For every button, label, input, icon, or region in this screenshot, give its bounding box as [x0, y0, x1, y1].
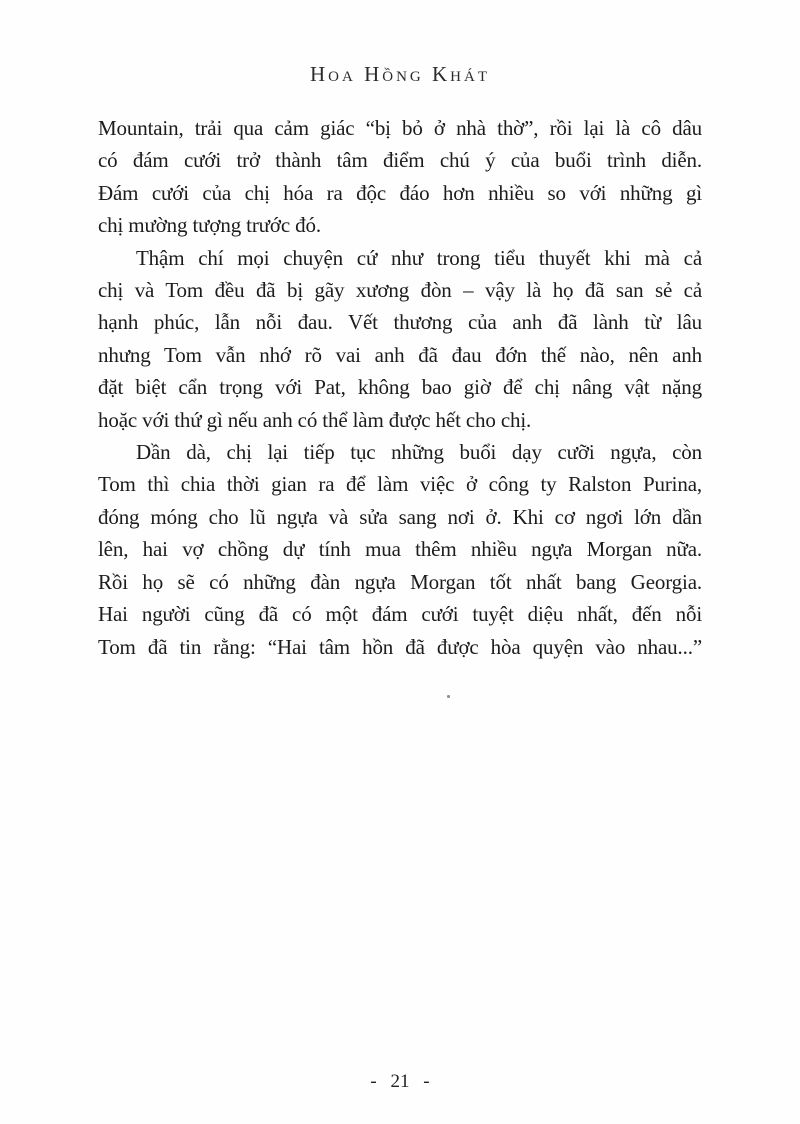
text-line: Rồi họ sẽ có những đàn ngựa Morgan tốt nhất bang Georgia. — [98, 569, 702, 594]
text-line: Dần dà, chị lại tiếp tục những buổi dạy cưỡi ngựa, còn — [136, 440, 702, 465]
text-line: Mountain, trải qua cảm giác “bị bỏ ở nhà thờ”, rồi lại là cô dâu — [98, 116, 702, 140]
text-line: hạnh phúc, lẫn nỗi đau. Vết thương của anh đã lành từ lâu — [98, 310, 702, 335]
text-block — [98, 112, 702, 663]
text-line: Tom thì chia thời gian ra để làm việc ở công ty Ralston Purina, — [98, 472, 702, 497]
text-line: lên, hai vợ chồng dự tính mua thêm nhiều ngựa Morgan nữa. — [98, 537, 702, 562]
text-line: nhưng Tom vẫn nhớ rõ vai anh đã đau đớn thế nào, nên anh — [98, 342, 702, 367]
text-line: Đám cưới của chị hóa ra độc đáo hơn nhiều so với những gì — [98, 180, 702, 205]
page-number: - 21 - — [370, 1071, 430, 1092]
paragraph — [98, 436, 702, 663]
text-line: đặt biệt cẩn trọng với Pat, không bao giờ để chị nâng vật nặng — [98, 375, 702, 400]
text-line: chị mường tượng trước đó. — [98, 213, 321, 238]
text-line: có đám cưới trở thành tâm điểm chú ý của buổi trình diễn. — [98, 148, 702, 173]
paragraph — [98, 242, 702, 436]
text-line: hoặc với thứ gì nếu anh có thể làm được hết cho chị. — [98, 407, 532, 432]
text-line: Thậm chí mọi chuyện cứ như trong tiểu thuyết khi mà cả — [136, 245, 702, 270]
print-speck-dot — [447, 695, 450, 698]
text-line: Tom đã tin rằng: “Hai tâm hồn đã được hòa quyện vào nhau...” — [98, 634, 702, 659]
text-line: đóng móng cho lũ ngựa và sửa sang nơi ở. Khi cơ ngơi lớn dần — [98, 504, 702, 529]
text-line: Hai người cũng đã có một đám cưới tuyệt diệu nhất, đến nỗi — [98, 602, 702, 627]
paragraph — [98, 112, 702, 242]
text-line: chị và Tom đều đã bị gãy xương đòn – vậy là họ đã san sẻ cả — [98, 278, 702, 303]
running-header: Hoa Hồng Khát — [310, 62, 490, 86]
